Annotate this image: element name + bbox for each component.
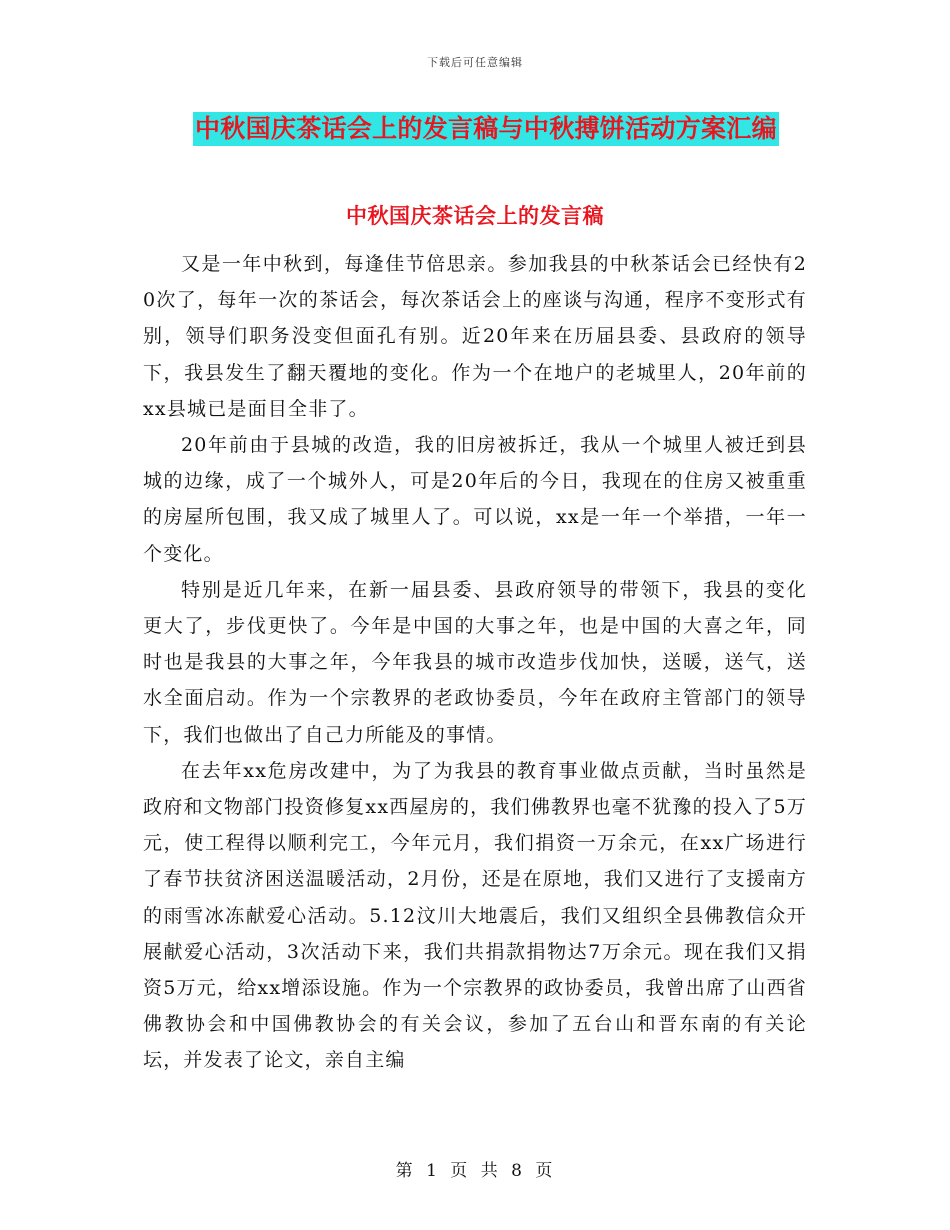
footer-label-page-unit: 页 bbox=[450, 1161, 470, 1181]
document-title: 中秋国庆茶话会上的发言稿与中秋搏饼活动方案汇编 bbox=[193, 112, 779, 146]
paragraph-4: 在去年xx危房改建中，为了为我县的教育事业做点贡献，当时虽然是政府和文物部门投资修复xx西屋房的，我们佛教界也毫不犹豫的投入了5万元，使工程得以顺利完工，今年元月，我们捐资一万余元，在xx广场进行了春节扶贫济困送温暖活动，2月份，还是在原地，我们又进行了支援南方的雨雪冰冻献爱心活动。5.12汶川大地震后，我们又组织全县佛教信众开展献爱心活动，3次活动下来，我们共捐款捐物达7万余元。现在我们又捐资5万元，给xx增添设施。作为一个宗教界的政协委员，我曾出席了山西省佛教协会和中国佛教协会的有关会议，参加了五台山和晋东南的有关论坛，并发表了论文，亲自主编 bbox=[143, 759, 807, 1072]
page-footer bbox=[0, 1156, 950, 1181]
paragraph-3: 特别是近几年来，在新一届县委、县政府领导的带领下，我县的变化更大了，步伐更快了。今年是中国的大事之年，也是中国的大喜之年，同时也是我县的大事之年，今年我县的城市改造步伐加快，送暖，送气，送水全面启动。作为一个宗教界的老政协委员，今年在政府主管部门的领导下，我们也做出了自己力所能及的事情。 bbox=[143, 578, 807, 746]
footer-page-number: 1 bbox=[426, 1161, 439, 1181]
page-header-note: 下载后可任意编辑 bbox=[427, 56, 523, 69]
body-text bbox=[143, 246, 807, 1079]
paragraph-2: 20年前由于县城的改造，我的旧房被拆迁，我从一个城里人被迁到县城的边缘，成了一个城外人，可是20年后的今日，我现在的住房又被重重的房屋所包围，我又成了城里人了。可以说，xx是一年一个举措，一年一个变化。 bbox=[143, 434, 807, 565]
footer-label-total-unit: 页 bbox=[535, 1161, 555, 1181]
section-title: 中秋国庆茶话会上的发言稿 bbox=[346, 203, 604, 228]
footer-label-page: 第 bbox=[395, 1161, 415, 1181]
footer-label-total: 共 bbox=[480, 1161, 500, 1181]
paragraph-1: 又是一年中秋到，每逢佳节倍思亲。参加我县的中秋茶话会已经快有20次了，每年一次的茶话会，每次茶话会上的座谈与沟通，程序不变形式有别，领导们职务没变但面孔有别。近20年来在历届县委、县政府的领导下，我县发生了翻天覆地的变化。作为一个在地户的老城里人，20年前的xx县城已是面目全非了。 bbox=[143, 253, 807, 420]
footer-total-pages: 8 bbox=[511, 1161, 524, 1181]
